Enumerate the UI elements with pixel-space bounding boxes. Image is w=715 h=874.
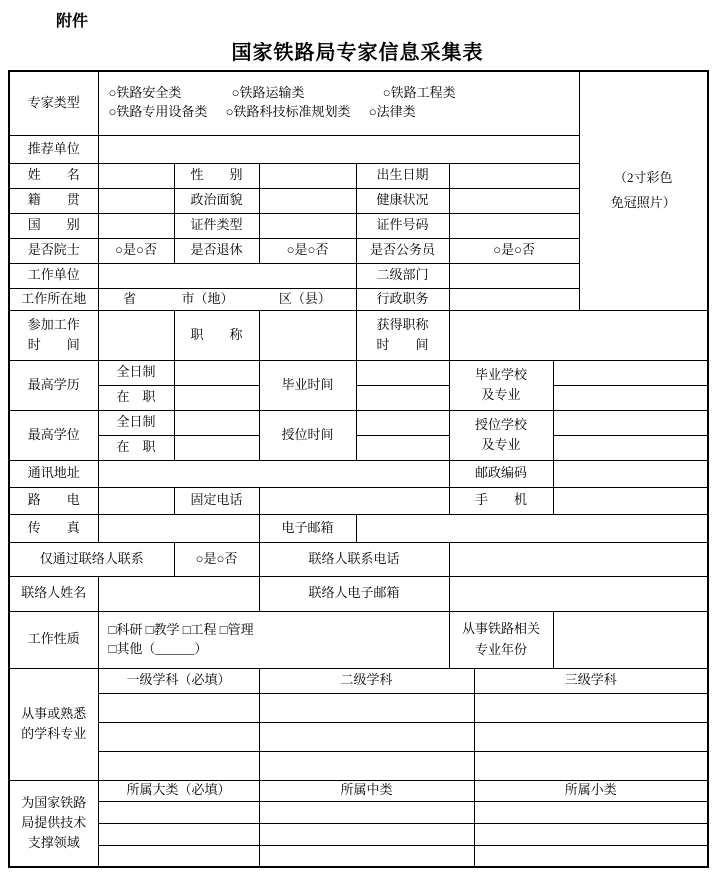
field-label-join-work-time: 参加工作 时 间: [9, 310, 98, 360]
input-political-status[interactable]: [259, 188, 356, 213]
photo-placeholder: （2寸彩色 免冠照片）: [579, 71, 708, 310]
field-label-degree-on-job: 在 职: [98, 435, 174, 460]
input-discipline-l1-row3[interactable]: [98, 751, 259, 780]
input-discipline-l3-row3[interactable]: [474, 751, 708, 780]
field-label-postal-code: 邮政编码: [449, 460, 553, 487]
label-province: 省: [123, 290, 137, 306]
input-confer-school-major-on-job[interactable]: [553, 435, 708, 460]
column-header-discipline-level3: 三级学科: [474, 668, 708, 693]
field-label-birth-date: 出生日期: [356, 163, 449, 188]
field-label-confer-school-major: 授位学校 及专业: [449, 410, 553, 460]
input-confer-time-full-time[interactable]: [356, 410, 449, 435]
field-label-mailing-address: 通讯地址: [9, 460, 98, 487]
field-label-work-nature: 工作性质: [9, 611, 98, 668]
input-fax[interactable]: [98, 514, 259, 542]
input-liaison-name[interactable]: [98, 576, 259, 611]
input-prof-title[interactable]: [259, 310, 356, 360]
field-label-mobile: 手 机: [449, 487, 553, 514]
input-support-minor-row3[interactable]: [474, 845, 708, 867]
radio-option-railway-tech-standards[interactable]: ○铁路科技标准规划类: [225, 104, 351, 120]
field-label-liaison-name: 联络人姓名: [9, 576, 98, 611]
input-support-middle-row3[interactable]: [259, 845, 474, 867]
field-label-fax: 传 真: [9, 514, 98, 542]
radio-option-railway-special-equipment[interactable]: ○铁路专用设备类: [108, 104, 208, 120]
input-name[interactable]: [98, 163, 174, 188]
field-label-liaison-phone: 联络人联系电话: [259, 542, 449, 576]
input-birth-date[interactable]: [449, 163, 579, 188]
field-label-nationality: 国 别: [9, 213, 98, 238]
input-native-place[interactable]: [98, 188, 174, 213]
input-second-department[interactable]: [449, 263, 579, 288]
input-grad-school-major-full-time[interactable]: [553, 360, 708, 385]
input-landline[interactable]: [259, 487, 449, 514]
input-admin-position[interactable]: [449, 288, 579, 310]
input-support-major-row2[interactable]: [98, 823, 259, 845]
radio-option-railway-safety[interactable]: ○铁路安全类: [108, 85, 182, 101]
input-liaison-email[interactable]: [449, 576, 708, 611]
input-mobile[interactable]: [553, 487, 708, 514]
input-discipline-l2-row2[interactable]: [259, 722, 474, 751]
field-label-is-retired: 是否退休: [174, 238, 259, 263]
input-id-number[interactable]: [449, 213, 579, 238]
label-district: 区（县）: [278, 290, 331, 306]
field-label-education-full-time: 全日制: [98, 360, 174, 385]
input-id-type[interactable]: [259, 213, 356, 238]
input-discipline-l2-row3[interactable]: [259, 751, 474, 780]
input-support-middle-row1[interactable]: [259, 801, 474, 823]
field-label-disciplines: 从事或熟悉 的学科专业: [9, 668, 98, 780]
input-support-major-row3[interactable]: [98, 845, 259, 867]
checkbox-option-other[interactable]: □其他（______）: [108, 640, 208, 656]
input-nationality[interactable]: [98, 213, 174, 238]
field-label-prof-title: 职 称: [174, 310, 259, 360]
input-discipline-l1-row1[interactable]: [98, 693, 259, 722]
field-label-railway-phone: 路 电: [9, 487, 98, 514]
field-label-railway-years: 从事铁路相关 专业年份: [449, 611, 553, 668]
input-mailing-address[interactable]: [98, 460, 449, 487]
input-postal-code[interactable]: [553, 460, 708, 487]
field-label-highest-education: 最高学历: [9, 360, 98, 410]
field-label-second-department: 二级部门: [356, 263, 449, 288]
input-education-full-time[interactable]: [174, 360, 259, 385]
field-label-name: 姓 名: [9, 163, 98, 188]
field-label-liaison-only: 仅通过联络人联系: [9, 542, 174, 576]
radio-option-railway-transport[interactable]: ○铁路运输类: [231, 85, 305, 101]
field-label-recommend-unit: 推荐单位: [9, 135, 98, 163]
radio-liaison-only[interactable]: ○是○否: [174, 542, 259, 576]
input-degree-full-time[interactable]: [174, 410, 259, 435]
expert-type-options: [98, 71, 579, 135]
label-city: 市（地）: [181, 290, 234, 306]
radio-option-railway-engineering[interactable]: ○铁路工程类: [382, 85, 456, 101]
column-header-support-major-class: 所属大类（必填）: [98, 780, 259, 801]
radio-is-civil-servant[interactable]: ○是○否: [449, 238, 579, 263]
input-railway-phone[interactable]: [98, 487, 174, 514]
field-label-title-obtain-time: 获得职称 时 间: [356, 310, 449, 360]
input-health-status[interactable]: [449, 188, 579, 213]
input-liaison-phone[interactable]: [449, 542, 708, 576]
input-discipline-l2-row1[interactable]: [259, 693, 474, 722]
field-label-email: 电子邮箱: [259, 514, 356, 542]
radio-is-retired[interactable]: ○是○否: [259, 238, 356, 263]
field-label-education-on-job: 在 职: [98, 385, 174, 410]
field-label-work-location: 工作所在地: [9, 288, 98, 310]
input-degree-on-job[interactable]: [174, 435, 259, 460]
field-label-gender: 性 别: [174, 163, 259, 188]
field-label-is-academician: 是否院士: [9, 238, 98, 263]
field-label-health-status: 健康状况: [356, 188, 449, 213]
input-confer-time-on-job[interactable]: [356, 435, 449, 460]
checkbox-group-work-nature[interactable]: [98, 611, 449, 668]
radio-is-academician[interactable]: ○是○否: [98, 238, 174, 263]
input-education-on-job[interactable]: [174, 385, 259, 410]
field-label-native-place: 籍 贯: [9, 188, 98, 213]
input-support-major-row1[interactable]: [98, 801, 259, 823]
field-label-work-unit: 工作单位: [9, 263, 98, 288]
input-discipline-l3-row1[interactable]: [474, 693, 708, 722]
expert-info-form: [8, 70, 709, 868]
input-gender[interactable]: [259, 163, 356, 188]
column-header-support-minor-class: 所属小类: [474, 780, 708, 801]
radio-option-law[interactable]: ○法律类: [368, 104, 416, 120]
page-title: 国家铁路局专家信息采集表: [231, 42, 484, 64]
input-discipline-l1-row2[interactable]: [98, 722, 259, 751]
field-label-graduation-time: 毕业时间: [259, 360, 356, 410]
column-header-discipline-level1: 一级学科（必填）: [98, 668, 259, 693]
input-grad-school-major-on-job[interactable]: [553, 385, 708, 410]
checkbox-options-line1[interactable]: □科研 □教学 □工程 □管理: [108, 621, 254, 637]
input-graduation-time-full-time[interactable]: [356, 360, 449, 385]
input-recommend-unit[interactable]: [98, 135, 579, 163]
field-label-grad-school-major: 毕业学校 及专业: [449, 360, 553, 410]
field-label-landline: 固定电话: [174, 487, 259, 514]
attachment-label: 附件: [56, 13, 89, 30]
field-label-support-areas: 为国家铁路 局提供技术 支撑领域: [9, 780, 98, 867]
field-label-liaison-email: 联络人电子邮箱: [259, 576, 449, 611]
input-support-minor-row2[interactable]: [474, 823, 708, 845]
column-header-support-middle-class: 所属中类: [259, 780, 474, 801]
input-discipline-l3-row2[interactable]: [474, 722, 708, 751]
field-label-highest-degree: 最高学位: [9, 410, 98, 460]
field-label-political-status: 政治面貌: [174, 188, 259, 213]
input-work-location[interactable]: [98, 288, 356, 310]
field-label-is-civil-servant: 是否公务员: [356, 238, 449, 263]
input-join-work-time[interactable]: [98, 310, 174, 360]
input-graduation-time-on-job[interactable]: [356, 385, 449, 410]
input-email[interactable]: [356, 514, 708, 542]
field-label-admin-position: 行政职务: [356, 288, 449, 310]
field-label-confer-time: 授位时间: [259, 410, 356, 460]
input-work-unit[interactable]: [98, 263, 356, 288]
column-header-discipline-level2: 二级学科: [259, 668, 474, 693]
input-support-minor-row1[interactable]: [474, 801, 708, 823]
input-railway-years[interactable]: [553, 611, 708, 668]
input-support-middle-row2[interactable]: [259, 823, 474, 845]
field-label-id-type: 证件类型: [174, 213, 259, 238]
field-label-expert-type: 专家类型: [9, 71, 98, 135]
field-label-id-number: 证件号码: [356, 213, 449, 238]
input-title-obtain-time[interactable]: [449, 310, 708, 360]
input-confer-school-major-full-time[interactable]: [553, 410, 708, 435]
field-label-degree-full-time: 全日制: [98, 410, 174, 435]
